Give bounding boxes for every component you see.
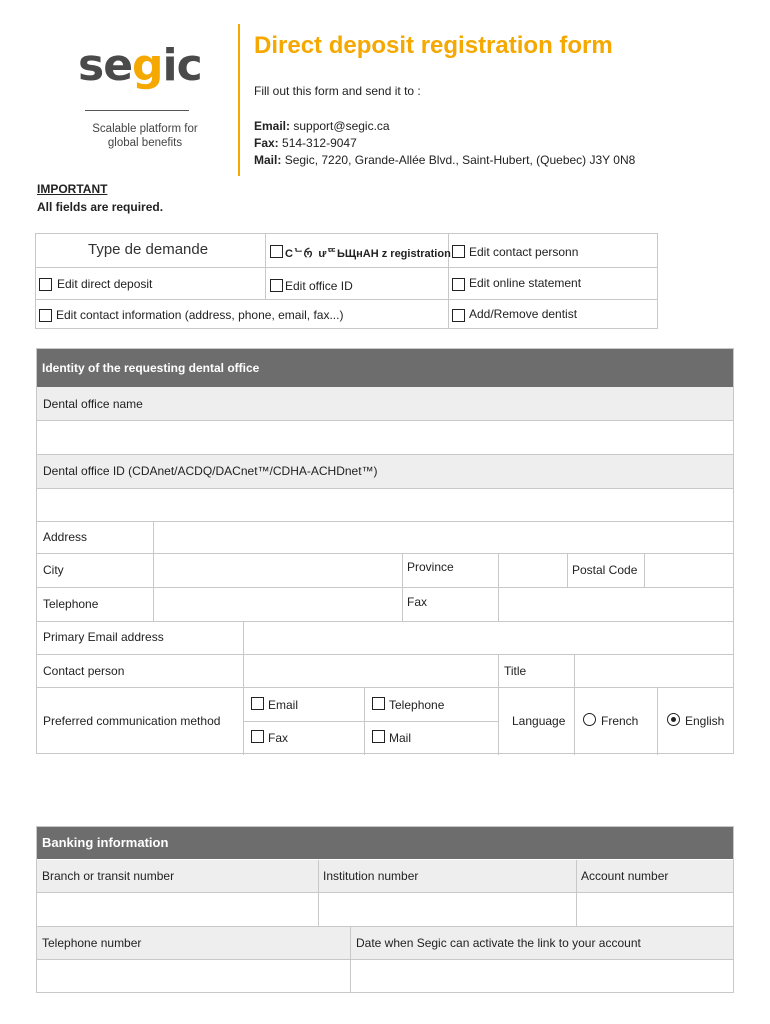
request-type-heading: Type de demande <box>88 241 209 258</box>
bank-telephone-label: Telephone number <box>42 936 142 950</box>
account-input[interactable] <box>577 893 733 926</box>
office-name-input[interactable] <box>37 420 733 454</box>
title-label: Title <box>504 664 527 678</box>
telephone-input[interactable] <box>154 587 402 621</box>
checkbox-edit-direct-deposit[interactable] <box>39 278 52 291</box>
contact-person-label: Contact person <box>43 664 125 678</box>
radio-language-english[interactable] <box>667 713 680 726</box>
form-title: Direct deposit registration form <box>254 32 613 59</box>
banking-heading: Banking information <box>37 827 733 859</box>
method-telephone-label: Telephone <box>389 698 445 712</box>
office-name-label: Dental office name <box>43 397 143 411</box>
checkbox-edit-online-statement[interactable] <box>452 278 465 291</box>
institution-label: Institution number <box>323 869 419 883</box>
checkbox-new-registration[interactable] <box>270 245 283 258</box>
postal-code-label: Postal Code <box>572 563 638 577</box>
important-notice: IMPORTANT All fields are required. <box>37 182 164 214</box>
identity-heading: Identity of the requesting dental office <box>37 349 733 387</box>
method-mail-label: Mail <box>389 731 412 745</box>
banking-section <box>36 826 734 993</box>
option-edit-contact-information: Edit contact information (address, phone, email, fax...) <box>56 308 344 322</box>
segic-logo <box>70 40 220 160</box>
checkbox-method-fax[interactable] <box>251 730 264 743</box>
checkbox-edit-contact-information[interactable] <box>39 309 52 322</box>
option-edit-direct-deposit: Edit direct deposit <box>57 277 153 291</box>
fax-label: Fax <box>407 595 428 609</box>
language-label: Language <box>512 714 566 728</box>
lang-french-label: French <box>601 714 639 728</box>
form-instruction: Fill out this form and send it to : <box>254 84 421 98</box>
checkbox-add-remove-dentist[interactable] <box>452 309 465 322</box>
activation-date-label: Date when Segic can activate the link to your account <box>356 936 641 950</box>
checkbox-method-telephone[interactable] <box>372 697 385 710</box>
branch-label: Branch or transit number <box>42 869 175 883</box>
checkbox-edit-contact-person[interactable] <box>452 245 465 258</box>
method-email-label: Email <box>268 698 299 712</box>
logo-tagline: Scalable platform for global benefits <box>92 123 198 149</box>
contact-email: Email: support@segic.ca <box>254 119 390 133</box>
request-type-table <box>35 233 658 329</box>
option-edit-online-statement: Edit online statement <box>469 276 582 290</box>
radio-language-french[interactable] <box>583 713 596 726</box>
contact-person-input[interactable] <box>244 654 498 687</box>
checkbox-method-mail[interactable] <box>372 730 385 743</box>
telephone-label: Telephone <box>43 597 99 611</box>
checkbox-method-email[interactable] <box>251 697 264 710</box>
office-id-input[interactable] <box>37 488 733 521</box>
account-label: Account number <box>581 869 669 883</box>
activation-date-input[interactable] <box>351 960 733 992</box>
city-label: City <box>43 563 64 577</box>
postal-code-input[interactable] <box>645 553 733 587</box>
checkbox-edit-office-id[interactable] <box>270 279 283 292</box>
method-fax-label: Fax <box>268 731 289 745</box>
title-input[interactable] <box>575 654 733 687</box>
option-edit-contact-person: Edit contact personn <box>469 245 579 259</box>
logo-wordmark: segic <box>78 40 202 91</box>
identity-section <box>36 348 734 754</box>
bank-telephone-input[interactable] <box>37 960 350 992</box>
pref-method-label: Preferred communication method <box>43 714 221 728</box>
branch-input[interactable] <box>37 893 318 926</box>
contact-mail: Mail: Segic, 7220, Grande-Allée Blvd., Saint-Hubert, (Quebec) J3Y 0N8 <box>254 153 636 167</box>
fax-input[interactable] <box>499 587 733 621</box>
logo-rule <box>85 110 189 111</box>
primary-email-input[interactable] <box>244 621 733 654</box>
province-label: Province <box>407 560 454 574</box>
header-divider <box>238 24 240 176</box>
address-label: Address <box>43 530 88 544</box>
lang-english-label: English <box>685 714 725 728</box>
office-id-label: Dental office ID (CDAnet/ACDQ/DACnet™/CDHA-ACHDnet™) <box>43 464 378 478</box>
contact-fax: Fax: 514-312-9047 <box>254 136 357 150</box>
city-input[interactable] <box>154 553 402 587</box>
option-edit-office-id: Edit office ID <box>285 279 353 293</box>
primary-email-label: Primary Email address <box>43 630 164 644</box>
province-input[interactable] <box>499 553 567 587</box>
institution-input[interactable] <box>319 893 576 926</box>
address-input[interactable] <box>154 521 733 553</box>
option-add-remove-dentist: Add/Remove dentist <box>469 307 578 321</box>
option-new-registration: Сᄂრ ưᄄЬЩнАН z registration <box>285 248 451 260</box>
